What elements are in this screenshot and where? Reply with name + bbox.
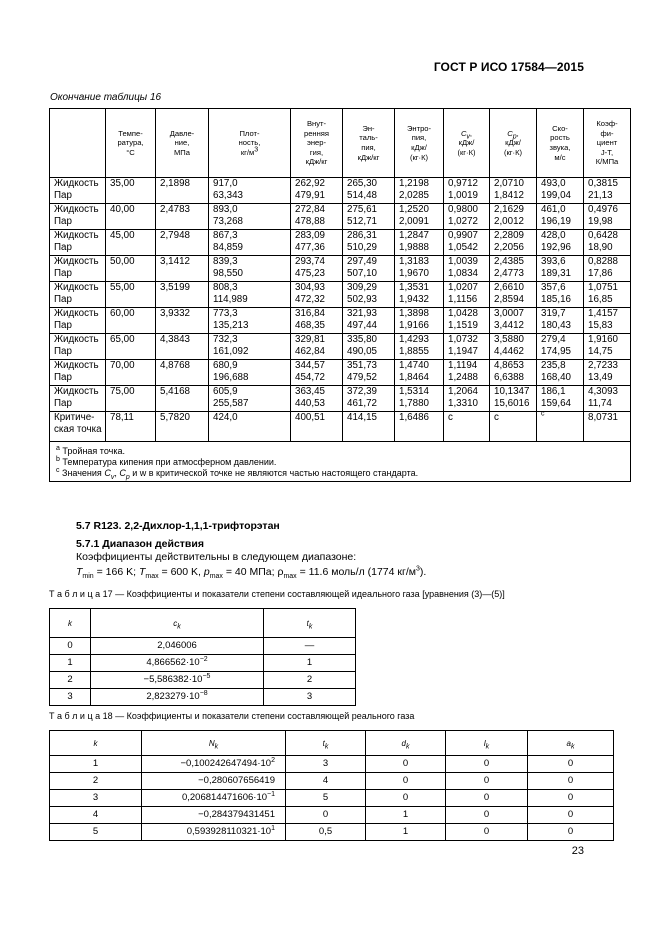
cell-pressure: 2,4783 [156,204,209,230]
cell-pressure: 5,4168 [156,386,209,412]
cell-cp: 3,0007 3,4412 [490,308,537,334]
cell-pressure: 3,5199 [156,282,209,308]
cell-nk: −0,284379431451 [142,807,286,824]
cell-ak: 0 [528,756,614,773]
table-16-notes [50,442,631,482]
table-row [50,824,614,841]
table-17-caption: Т а б л и ц а 17 — Коэффициенты и показатели степени составляющей идеального газа [уравнения (3)—(5)] [49,589,505,599]
cell-internal-energy: 304,93 472,32 [291,282,343,308]
cell-sound-speed: 279,4 174,95 [537,334,584,360]
cell-temperature: 50,00 [106,256,156,282]
header-nk: $N_k$ [142,731,286,756]
header-density: Плот- ность, $кг/м^3$ [209,109,291,178]
cell-sound-speed: c [537,412,584,442]
cell-internal-energy: 262,92 479,91 [291,178,343,204]
cell-jt-coefficient: 4,3093 11,74 [584,386,631,412]
cell-sound-speed: 493,0 199,04 [537,178,584,204]
cell-dk: 0 [366,756,446,773]
cell-cp: 2,4385 2,4773 [490,256,537,282]
table-row [50,178,631,204]
cell-phase: Жидкость Пар [50,256,106,282]
cell-sound-speed: 393,6 189,31 [537,256,584,282]
cell-density: 867,3 84,859 [209,230,291,256]
header-jt-coefficient: Коэф- фи- циент J-T, К/МПа [584,109,631,178]
cell-dk: 0 [366,773,446,790]
cell-enthalpy: 286,31 510,29 [343,230,395,256]
header-pressure: Давле- ние, МПа [156,109,209,178]
header-enthalpy: Эн- таль- пия, кДж/кг [343,109,395,178]
cell-enthalpy: 321,93 497,44 [343,308,395,334]
cell-entropy: 1,4740 1,8464 [395,360,444,386]
cell-enthalpy: 265,30 514,48 [343,178,395,204]
table-18 [49,730,614,841]
cell-density: 680,9 196,688 [209,360,291,386]
cell-enthalpy: 372,39 461,72 [343,386,395,412]
cell-entropy: 1,3898 1,9166 [395,308,444,334]
cell-entropy: 1,6486 [395,412,444,442]
cell-density: 808,3 114,989 [209,282,291,308]
cell-ck: $2,823279\cdot 10^{-8}$ [91,689,264,706]
cell-ak: 0 [528,807,614,824]
section-heading: 5.7 R123. 2,2-Дихлор-1,1,1-трифторэтан [76,520,280,532]
header-k: k [50,731,142,756]
table-16 [49,108,631,482]
footnote-b: $^b$ Температура кипения при атмосферном давлении. [56,456,277,467]
table-row [50,308,631,334]
cell-k: 2 [50,672,91,689]
cell-entropy: 1,5314 1,7880 [395,386,444,412]
cell-ck: $4,866562\cdot 10^{-2}$ [91,655,264,672]
cell-cv: 1,0207 1,1156 [444,282,490,308]
header-tk: $t_k$ [264,609,356,638]
cell-internal-energy: 283,09 477,36 [291,230,343,256]
footnote-c: $^c$ Значения $C_v$, $C_p$ и w в критической точке не являются частью настоящего стандарта. [56,467,419,481]
cell-temperature: 55,00 [106,282,156,308]
table-row [50,689,356,706]
cell-sound-speed: 235,8 168,40 [537,360,584,386]
page-number: 23 [571,845,584,857]
cell-pressure: 4,3843 [156,334,209,360]
cell-phase: Жидкость Пар [50,386,106,412]
table-row [50,773,614,790]
table-row [50,386,631,412]
cell-density: 773,3 135,213 [209,308,291,334]
header-temperature: Темпе- ратура, °С [106,109,156,178]
table-16-header [50,109,631,178]
cell-enthalpy: 275,61 512,71 [343,204,395,230]
cell-temperature: 78,11 [106,412,156,442]
cell-cv: 1,0732 1,1947 [444,334,490,360]
cell-nk: $0,206814471606\cdot 10^{-1}$ [142,790,286,807]
table-row [50,807,614,824]
cell-ak: 0 [528,824,614,841]
cell-ak: 0 [528,773,614,790]
cell-jt-coefficient: 0,6428 18,90 [584,230,631,256]
cell-cv: 0,9800 1,0272 [444,204,490,230]
cell-phase: Жидкость Пар [50,282,106,308]
cell-cv: 0,9712 1,0019 [444,178,490,204]
table-18-caption: Т а б л и ц а 18 — Коэффициенты и показатели степени составляющей реального газа [49,711,415,721]
cell-jt-coefficient: 1,0751 16,85 [584,282,631,308]
cell-pressure: 3,1412 [156,256,209,282]
cell-density: 917,0 63,343 [209,178,291,204]
cell-pressure: 5,7820 [156,412,209,442]
cell-pressure: 4,8768 [156,360,209,386]
cell-phase: Критиче- ская точка [50,412,106,442]
cell-internal-energy: 293,74 475,23 [291,256,343,282]
cell-sound-speed: 186,1 159,64 [537,386,584,412]
header-phase [50,109,106,178]
cell-k: 1 [50,756,142,773]
subsection-heading: 5.7.1 Диапазон действия [76,538,204,550]
cell-lk: 0 [446,773,528,790]
cell-lk: 0 [446,790,528,807]
cell-entropy: 1,2198 2,0285 [395,178,444,204]
range-text: Коэффициенты действительны в следующем диапазоне: [76,551,357,563]
cell-k: 2 [50,773,142,790]
header-internal-energy: Внут- ренняя энер- гия, кДж/кг [291,109,343,178]
header-ak: $a_k$ [528,731,614,756]
cell-cv: 0,9907 1,0542 [444,230,490,256]
cell-phase: Жидкость Пар [50,230,106,256]
cell-temperature: 60,00 [106,308,156,334]
cell-internal-energy: 400,51 [291,412,343,442]
cell-cp: c [490,412,537,442]
cell-enthalpy: 309,29 502,93 [343,282,395,308]
cell-temperature: 65,00 [106,334,156,360]
cell-pressure: 2,1898 [156,178,209,204]
table-row [50,334,631,360]
cell-cp: 3,5880 4,4462 [490,334,537,360]
cell-cv: 1,0039 1,0834 [444,256,490,282]
cell-tk: 0,5 [286,824,366,841]
cell-cp: 2,1629 2,0012 [490,204,537,230]
header-dk: $d_k$ [366,731,446,756]
cell-enthalpy: 335,80 490,05 [343,334,395,360]
cell-cp: 2,2809 2,2056 [490,230,537,256]
cell-entropy: 1,3183 1,9670 [395,256,444,282]
cell-density: 839,3 98,550 [209,256,291,282]
cell-temperature: 40,00 [106,204,156,230]
table-row [50,638,356,655]
header-k: k [50,609,91,638]
cell-ck: 2,046006 [91,638,264,655]
cell-phase: Жидкость Пар [50,360,106,386]
cell-temperature: 35,00 [106,178,156,204]
cell-nk: −0,280607656419 [142,773,286,790]
cell-k: 3 [50,689,91,706]
cell-pressure: 2,7948 [156,230,209,256]
cell-entropy: 1,3531 1,9432 [395,282,444,308]
footnotes [50,442,631,482]
cell-k: 0 [50,638,91,655]
cell-tk: 4 [286,773,366,790]
cell-enthalpy: 297,49 507,10 [343,256,395,282]
cell-phase: Жидкость Пар [50,308,106,334]
cell-internal-energy: 363,45 440,53 [291,386,343,412]
cell-sound-speed: 461,0 196,19 [537,204,584,230]
cell-entropy: 1,2847 1,9888 [395,230,444,256]
cell-entropy: 1,2520 2,0091 [395,204,444,230]
cell-jt-coefficient: 0,4976 19,98 [584,204,631,230]
cell-tk: 0 [286,807,366,824]
cell-density: 732,3 161,092 [209,334,291,360]
table-row-critical [50,412,631,442]
table-17-header [50,609,356,638]
cell-jt-coefficient: 1,9160 14,75 [584,334,631,360]
cell-tk: 5 [286,790,366,807]
cell-jt-coefficient: 0,8288 17,86 [584,256,631,282]
cell-phase: Жидкость Пар [50,204,106,230]
cell-cp: 10,1347 15,6016 [490,386,537,412]
table-row [50,672,356,689]
page-header: ГОСТ Р ИСО 17584—2015 [433,60,584,74]
table-17 [49,608,356,706]
range-formula: $T_{min} = 166$ K; $T_{max} = 600$ K, $p_{max} = 40$ МПа; $\rho_{max} = 11.6$ моль/л (1774 $кг/м^3$). [76,565,427,581]
table-row [50,282,631,308]
table-row [50,256,631,282]
table-18-header [50,731,614,756]
cell-sound-speed: 428,0 192,96 [537,230,584,256]
cell-cp: 2,0710 1,8412 [490,178,537,204]
cell-temperature: 75,00 [106,386,156,412]
cell-tk: — [264,638,356,655]
header-tk: $t_k$ [286,731,366,756]
table-row [50,360,631,386]
cell-tk: 1 [264,655,356,672]
cell-nk: $-0,100242647494\cdot 10^2$ [142,756,286,773]
cell-lk: 0 [446,756,528,773]
cell-density: 424,0 [209,412,291,442]
footnote-a: $^a$ Тройная точка. [56,445,125,456]
cell-k: 3 [50,790,142,807]
cell-jt-coefficient: 2,7233 13,49 [584,360,631,386]
header-sound-speed: Ско- рость звука, м/с [537,109,584,178]
cell-k: 1 [50,655,91,672]
cell-jt-coefficient: 0,3815 21,13 [584,178,631,204]
cell-cv: 1,1194 1,2488 [444,360,490,386]
cell-tk: 3 [264,689,356,706]
cell-cv: 1,0428 1,1519 [444,308,490,334]
cell-internal-energy: 316,84 468,35 [291,308,343,334]
header-ck: $c_k$ [91,609,264,638]
table-row [50,756,614,773]
cell-phase: Жидкость Пар [50,334,106,360]
cell-enthalpy: 351,73 479,52 [343,360,395,386]
table-row [50,790,614,807]
cell-density: 605,9 255,587 [209,386,291,412]
cell-internal-energy: 329,81 462,84 [291,334,343,360]
table-row [50,230,631,256]
header-cv: $C_v$, кДж/ (кг·К) [444,109,490,178]
cell-tk: 3 [286,756,366,773]
cell-lk: 0 [446,824,528,841]
cell-jt-coefficient: 8,0731 [584,412,631,442]
table-row [50,655,356,672]
cell-internal-energy: 344,57 454,72 [291,360,343,386]
cell-cv: 1,2064 1,3310 [444,386,490,412]
cell-temperature: 45,00 [106,230,156,256]
cell-sound-speed: 319,7 180,43 [537,308,584,334]
cell-jt-coefficient: 1,4157 15,83 [584,308,631,334]
cell-k: 4 [50,807,142,824]
cell-entropy: 1,4293 1,8855 [395,334,444,360]
cell-temperature: 70,00 [106,360,156,386]
cell-sound-speed: 357,6 185,16 [537,282,584,308]
table-continuation-label: Окончание таблицы 16 [50,92,162,103]
header-entropy: Энтро- пия, кДж/ (кг·К) [395,109,444,178]
cell-ak: 0 [528,790,614,807]
table-row [50,204,631,230]
cell-lk: 0 [446,807,528,824]
cell-dk: 0 [366,790,446,807]
cell-internal-energy: 272,84 478,88 [291,204,343,230]
cell-cp: 4,8653 6,6388 [490,360,537,386]
cell-pressure: 3,9332 [156,308,209,334]
cell-phase: Жидкость Пар [50,178,106,204]
cell-cv: c [444,412,490,442]
cell-dk: 1 [366,824,446,841]
cell-k: 5 [50,824,142,841]
cell-tk: 2 [264,672,356,689]
header-lk: $l_k$ [446,731,528,756]
cell-density: 893,0 73,268 [209,204,291,230]
cell-ck: $-5,586382\cdot 10^{-5}$ [91,672,264,689]
cell-dk: 1 [366,807,446,824]
cell-nk: $0,593928110321\cdot 10^1$ [142,824,286,841]
cell-cp: 2,6610 2,8594 [490,282,537,308]
cell-enthalpy: 414,15 [343,412,395,442]
header-cp: $C_p$, кДж/ (кг·К) [490,109,537,178]
